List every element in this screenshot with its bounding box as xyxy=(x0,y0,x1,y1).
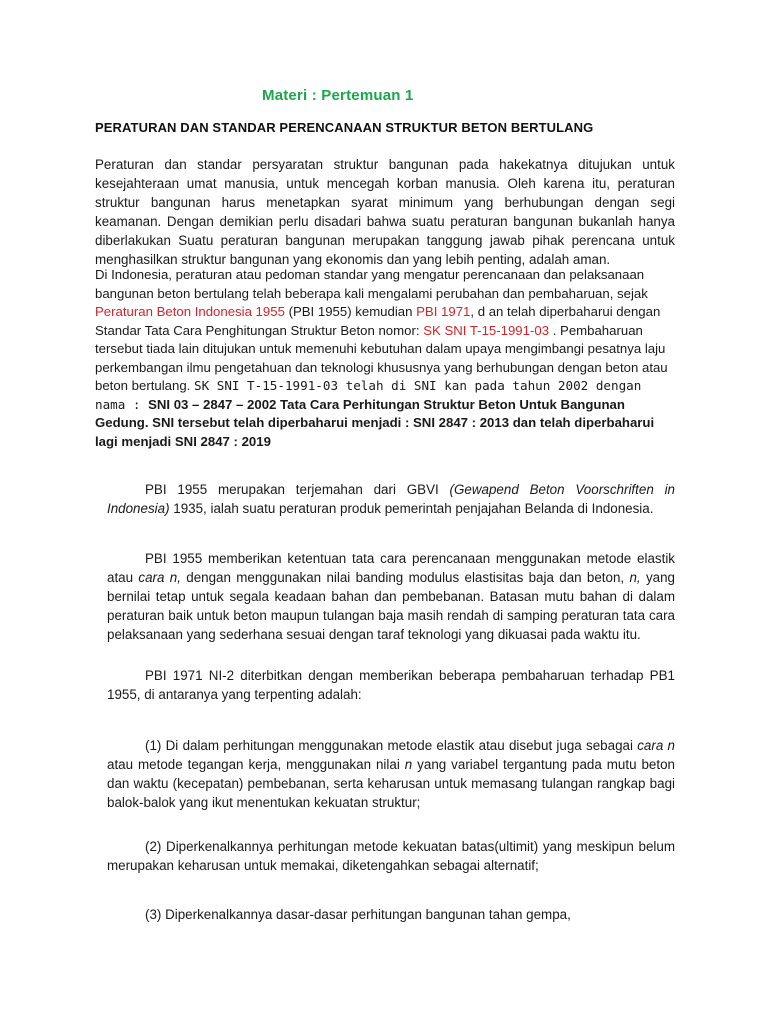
p8-text: (3) Diperkenalkannya dasar-dasar perhitungan bangunan tahan gempa, xyxy=(145,907,571,922)
p6-italic-n: n xyxy=(404,757,413,772)
p2-text-d: . Pembaharuan tersebut tiada lain ditujukan untuk memenuhi kebutuhan dalam upaya mengimbangi pesatnya laju perkembangan ilmu pengetahuan dan teknologi khususnya yang berhubungan dengan beton atau beton bertulang. xyxy=(95,322,668,393)
pbi-1955-highlight: Peraturan Beton Indonesia 1955 xyxy=(95,304,285,319)
list-item-2 xyxy=(107,837,675,875)
p6-italic-cara-n: cara n xyxy=(637,738,675,753)
p4-text-c: dengan menggunakan nilai banding modulus elastisitas baja dan beton, xyxy=(180,570,630,585)
p6-text-e: yang variabel tergantung pada mutu beton dan waktu (kecepatan) pembebanan, serta keharusan untuk memasang tulangan rangkap bagi balok-balok yang ikut menentukan kekuatan struktur; xyxy=(107,757,675,810)
paragraph-pbi-1955-method xyxy=(107,549,675,644)
p3-text-c: 1935, ialah suatu peraturan produk pemerintah penjajahan Belanda di Indonesia. xyxy=(169,501,654,516)
pbi-1971-highlight: PBI 1971 xyxy=(416,304,471,319)
p6-text-c: atau metode tegangan kerja, menggunakan nilai xyxy=(107,757,405,772)
paragraph-pbi-1955-origin xyxy=(107,480,675,518)
p4-italic-cara-n: cara n, xyxy=(138,570,181,585)
p5-text: PBI 1971 NI-2 diterbitkan dengan memberikan beberapa pembaharuan terhadap PB1 1955, di antaranya yang terpenting adalah: xyxy=(107,668,675,702)
p4-italic-n: n, xyxy=(629,570,641,585)
paragraph-pbi-1971 xyxy=(107,666,675,704)
p3-italic: (Gewapend Beton Voorschriften in Indonesia) xyxy=(107,482,675,516)
sni-bold-text: SNI 03 – 2847 – 2002 Tata Cara Perhitungan Struktur Beton Untuk Bangunan Gedung. SNI tersebut telah diperbaharui menjadi : SNI 2847 : 2013 dan telah diperbaharui lagi menjadi SNI 2847 : 2019 xyxy=(95,396,655,449)
document-title: PERATURAN DAN STANDAR PERENCANAAN STRUKTUR BETON BERTULANG xyxy=(95,120,594,135)
p3-text-a: PBI 1955 merupakan terjemahan dari GBVI xyxy=(145,482,450,497)
p2-text-c: , d an telah diperbaharui dengan Standar Tata Cara Penghitungan Struktur Beton nomor: xyxy=(95,304,661,338)
material-heading: Materi : Pertemuan 1 xyxy=(262,87,414,104)
p4-text-e: yang bernilai tetap untuk segala keadaan bahan dan pembebanan. Batasan mutu bahan di dalam peraturan baik untuk beton maupun tulangan baja masih rendah di samping peraturan tata cara pelaksanaan yang sederhana sesuai dengan taraf teknologi yang dikuasai pada waktu itu. xyxy=(107,570,675,642)
p2-text-mono: SK SNI T-15-1991-03 telah di SNI kan pada tahun 2002 dengan nama : xyxy=(95,378,642,412)
p6-text-a: (1) Di dalam perhitungan menggunakan metode elastik atau disebut juga sebagai xyxy=(145,738,638,753)
sk-sni-highlight: SK SNI T-15-1991-03 xyxy=(423,322,550,338)
p7-text: (2) Diperkenalkannya perhitungan metode kekuatan batas(ultimit) yang meskipun belum merupakan keharusan untuk memakai, diketengahkan sebagai alternatif; xyxy=(107,839,675,873)
p2-text-b: (PBI 1955) kemudian xyxy=(284,304,417,319)
paragraph-intro: Peraturan dan standar persyaratan struktur bangunan pada hakekatnya ditujukan untuk kesejahteraan umat manusia, untuk mencegah korban manusia. Oleh karena itu, peraturan struktur bangunan harus menetapkan syarat minimum yang berhubungan dengan segi keamanan. Dengan demikian perlu disadari bahwa suatu peraturan bangunan bukanlah hanya diberlakukan Suatu peraturan bangunan merupakan tanggung jawab pihak perencana untuk menghasilkan struktur bangunan yang ekonomis dan yang lebih penting, adalah aman. xyxy=(95,157,675,267)
list-item-1 xyxy=(107,736,675,812)
list-item-3 xyxy=(107,905,675,924)
p2-text-a: Di Indonesia, peraturan atau pedoman standar yang mengatur perencanaan dan pelaksanaan bangunan beton bertulang telah beberapa kali mengalami perubahan dan pembaharuan, sejak xyxy=(95,267,648,301)
p4-text-a: PBI 1955 memberikan ketentuan tata cara perencanaan menggunakan metode elastik atau xyxy=(107,551,675,585)
paragraph-indonesia-standards xyxy=(95,266,675,451)
